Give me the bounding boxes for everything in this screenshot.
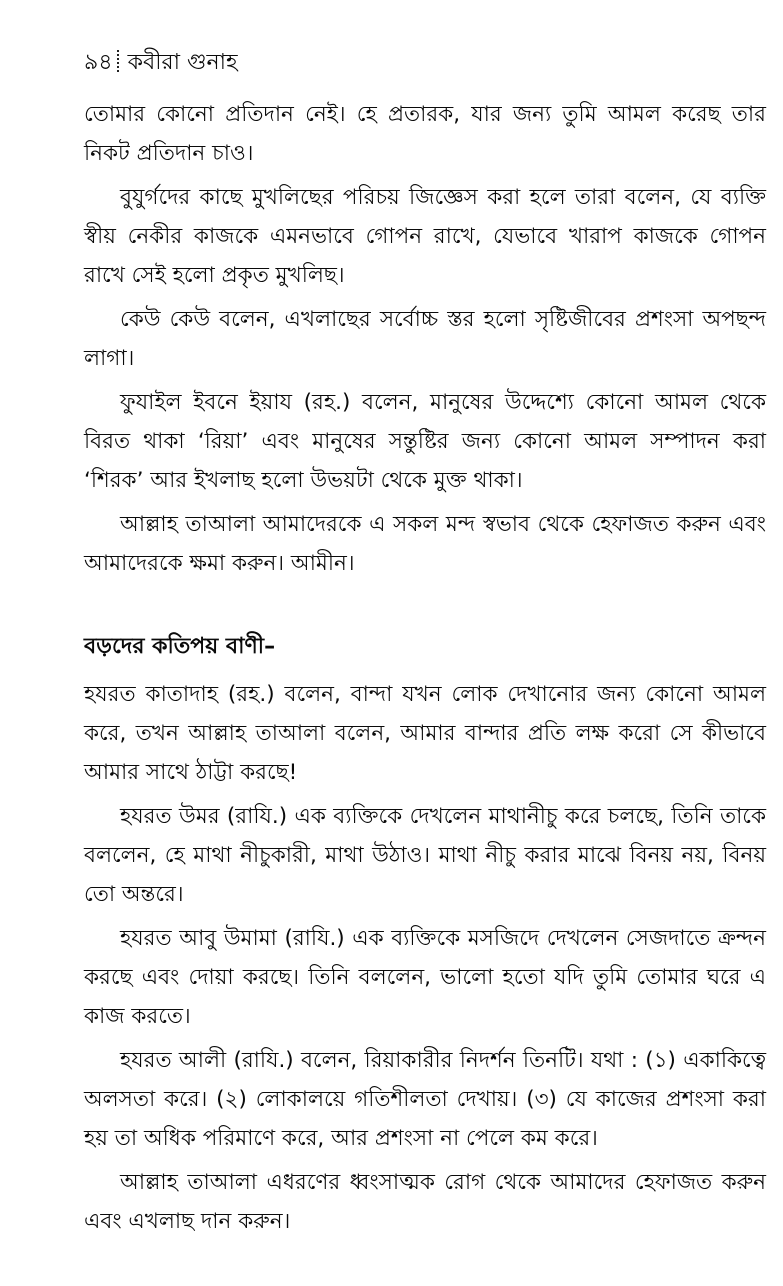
paragraph: আল্লাহ তাআলা আমাদেরকে এ সকল মন্দ স্বভাব থেকে হেফাজত করুন এবং আমাদেরকে ক্ষমা করুন। আমীন।	[84, 512, 766, 576]
section-heading: বড়দের কতিপয় বাণী–	[84, 634, 276, 659]
paragraph: কেউ কেউ বলেন, এখলাছের সর্বোচ্চ স্তর হলো সৃষ্টিজীবের প্রশংসা অপছন্দ লাগা।	[84, 307, 766, 371]
paragraph: হযরত আবু উমামা (রাযি.) এক ব্যক্তিকে মসজিদে দেখলেন সেজদাতে ক্রন্দন করছে এবং দোয়া করছে। তিনি বললেন, ভালো হতো যদি তুমি তোমার ঘরে এ কাজ করতে।	[84, 926, 766, 1029]
paragraph: হযরত আলী (রাযি.) বলেন, রিয়াকারীর নিদর্শন তিনটি। যথা : (১) একাকিত্বে অলসতা করে। (২) লোকালয়ে গতিশীলতা দেখায়। (৩) যে কাজের প্রশংসা করা হয় তা অধিক পরিমাণে করে, আর প্রশংসা না পেলে কম করে।	[84, 1048, 766, 1151]
paragraph: বুযুর্গদের কাছে মুখলিছের পরিচয় জিজ্ঞেস করা হলে তারা বলেন, যে ব্যক্তি স্বীয় নেকীর কাজকে এমনভাবে গোপন রাখে, যেভাবে খারাপ কাজকে গোপন রাখে সেই হলো প্রকৃত মুখলিছ।	[84, 185, 766, 288]
paragraph: হযরত কাতাদাহ (রহ.) বলেন, বান্দা যখন লোক দেখানোর জন্য কোনো আমল করে, তখন আল্লাহ তাআলা বলেন, আমার বান্দার প্রতি লক্ষ করো সে কীভাবে আমার সাথে ঠাট্টা করছে!	[84, 682, 766, 785]
book-title: কবীরা গুনাহ	[127, 50, 238, 75]
paragraph: তোমার কোনো প্রতিদান নেই। হে প্রতারক, যার জন্য তুমি আমল করেছ তার নিকট প্রতিদান চাও।	[84, 102, 766, 166]
header-separator	[117, 50, 123, 72]
paragraph: আল্লাহ তাআলা এধরণের ধ্বংসাত্মক রোগ থেকে আমাদের হেফাজত করুন এবং এখলাছ দান করুন।	[84, 1170, 766, 1234]
page-number: ৯৪	[84, 50, 113, 75]
page-header	[84, 48, 238, 78]
page-body	[84, 95, 766, 1241]
paragraph: ফুযাইল ইবনে ইয়ায (রহ.) বলেন, মানুষের উদ্দেশ্যে কোনো আমল থেকে বিরত থাকা ‘রিয়া’ এবং মানুষের সন্তুষ্টির জন্য কোনো আমল সম্পাদন করা ‘শিরক’ আর ইখলাছ হলো উভয়টা থেকে মুক্ত থাকা।	[84, 390, 766, 493]
paragraph: হযরত উমর (রাযি.) এক ব্যক্তিকে দেখলেন মাথানীচু করে চলছে, তিনি তাকে বললেন, হে মাথা নীচুকারী, মাথা উঠাও। মাথা নীচু করার মাঝে বিনয় নয়, বিনয় তো অন্তরে।	[84, 804, 766, 907]
